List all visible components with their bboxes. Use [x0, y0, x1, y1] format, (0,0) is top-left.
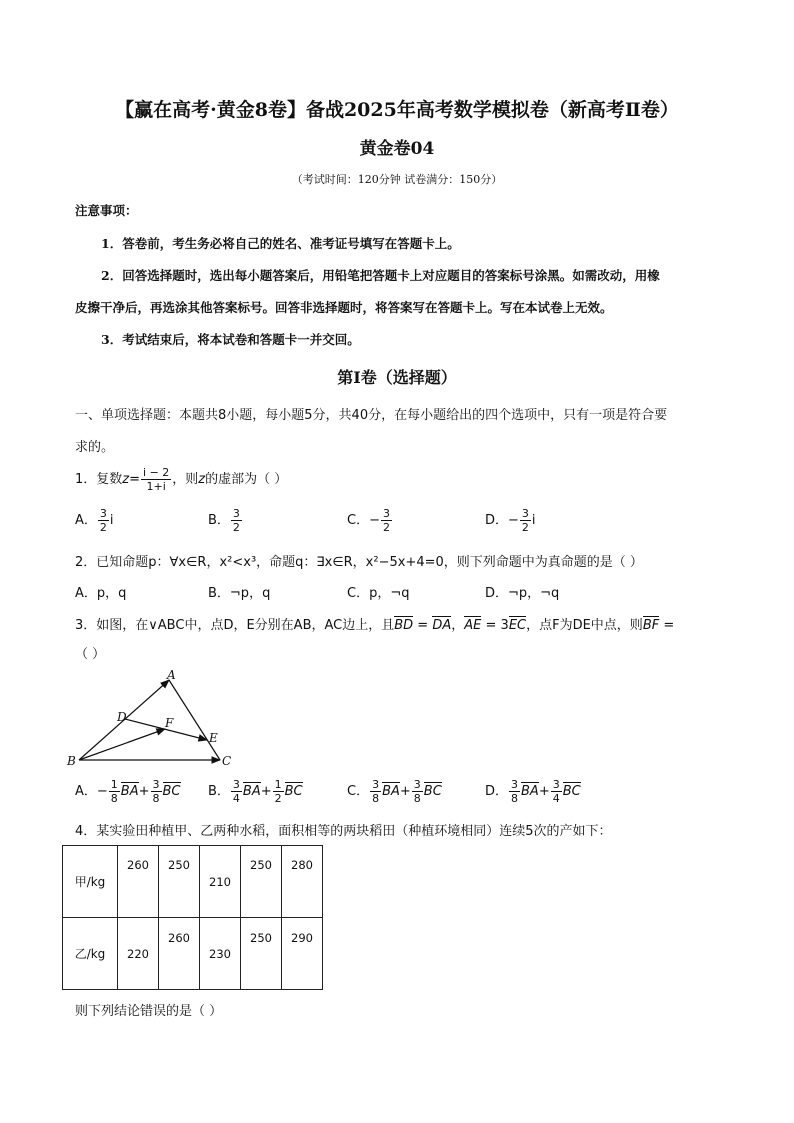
- section-intro-b: 求的。: [75, 440, 115, 455]
- q1-b-num: 3: [232, 507, 240, 520]
- q3-b-n1: 3: [232, 778, 240, 791]
- table-cell: [282, 918, 323, 990]
- table-cell: [118, 846, 159, 918]
- q3-eq2: = 3: [481, 618, 509, 633]
- q3-b-plus: +: [260, 784, 272, 799]
- q3-a-v2: BC: [162, 784, 181, 799]
- q1-d-num: 3: [521, 507, 529, 520]
- q3-d-v1: BA: [521, 784, 539, 799]
- notes-heading: 注意事项：: [75, 203, 138, 218]
- q3-a-f2: [151, 778, 162, 805]
- q1-c-num: 3: [382, 507, 390, 520]
- q3-c-d2: 8: [413, 792, 421, 805]
- q1-a-num: 3: [99, 507, 107, 520]
- label-f: F: [165, 716, 174, 730]
- q3-vec-da: DA: [432, 618, 452, 633]
- q3-c-v2: BC: [423, 784, 442, 799]
- row-label-jia: 甲/kg: [63, 846, 118, 918]
- label-d: D: [117, 710, 127, 724]
- q3-b-v2: BC: [284, 784, 303, 799]
- exam-subtitle: 黄金卷04: [359, 139, 435, 159]
- q3-stem-b: ，点F为DE中点，则: [526, 618, 643, 633]
- q2-option-a[interactable]: A．p，q: [75, 586, 127, 601]
- q3-d-n2: 3: [552, 778, 560, 791]
- q1-c-label: C．−: [347, 513, 380, 528]
- q1-post2: 的虚部为（ ）: [205, 472, 288, 487]
- exam-info: （考试时间：120分钟 试卷满分：150分）: [291, 173, 503, 186]
- q3-d-d1: 8: [511, 792, 519, 805]
- q3-b-f1: [231, 778, 242, 805]
- q3-paren: （ ）: [75, 647, 106, 662]
- q3-b-v1: BA: [242, 784, 261, 799]
- q1-d-suf: i: [531, 513, 536, 528]
- section-intro-a: 一、单项选择题：本题共8小题，每小题5分，共40分，在每小题给出的四个选项中，只有一项是符合要: [75, 408, 668, 423]
- cell-value: 250: [250, 931, 272, 945]
- q1-d-den: 2: [521, 521, 529, 534]
- q3-option-c[interactable]: [347, 778, 442, 805]
- q3-vec-ec: EC: [508, 618, 527, 633]
- q3-b-d2: 2: [274, 792, 282, 805]
- triangle-figure: [65, 665, 250, 775]
- q1-den: 1+i: [146, 480, 166, 493]
- q3-d-v2: BC: [562, 784, 581, 799]
- q1-eq: =: [129, 472, 141, 487]
- q3-d-f2: [551, 778, 562, 805]
- q3-stem-a: 3．如图，在∨ABC中，点D，E分别在AB，AC边上，且: [75, 618, 395, 633]
- q3-a-f1: [109, 778, 120, 805]
- table-cell: [241, 918, 282, 990]
- q3-d-n1: 3: [511, 778, 519, 791]
- cell-value: 250: [250, 858, 272, 872]
- note-3: 3．考试结束后，将本试卷和答题卡一并交回。: [101, 332, 360, 347]
- cell-value: 260: [127, 858, 149, 872]
- q1-d-frac: [520, 507, 531, 534]
- q3-a-n1: 1: [110, 778, 118, 791]
- q3-option-b[interactable]: [208, 778, 303, 805]
- q3-b-n2: 1: [274, 778, 282, 791]
- table-row: [63, 918, 323, 990]
- q3-option-d[interactable]: [485, 778, 581, 805]
- q3-a-d1: 8: [110, 792, 118, 805]
- q2-option-b[interactable]: B．¬p，q: [208, 586, 271, 601]
- cell-value: 260: [168, 931, 190, 945]
- cell-value: 250: [168, 858, 190, 872]
- q3-b-label: B．: [208, 784, 230, 799]
- segment-ac: [169, 680, 220, 760]
- label-c: C: [222, 754, 232, 768]
- q3-c-f2: [412, 778, 423, 805]
- q3-vec-ae: AE: [464, 618, 482, 633]
- q1-a-den: 2: [99, 521, 107, 534]
- q1-post: ，则: [172, 472, 199, 487]
- note-2b: 皮擦干净后，再选涂其他答案标号。回答非选择题时，将答案写在答题卡上。写在本试卷上无效。: [75, 300, 613, 315]
- note-1: 1．答卷前，考生务必将自己的姓名、准考证号填写在答题卡上。: [101, 236, 460, 251]
- table-cell: [241, 846, 282, 918]
- note-2a: 2．回答选择题时，选出每小题答案后，用铅笔把答题卡上对应题目的答案标号涂黑。如需改动，用橡: [101, 268, 660, 283]
- table-row: [63, 846, 323, 918]
- q3-c-v1: BA: [382, 784, 400, 799]
- q3-a-plus: +: [138, 784, 150, 799]
- q1-b-label: B．: [208, 513, 230, 528]
- q1-a-label: A．: [75, 513, 97, 528]
- label-b: B: [67, 754, 76, 768]
- q3-c-plus: +: [399, 784, 411, 799]
- row-label-yi: 乙/kg: [63, 918, 118, 990]
- question-4-followup: 则下列结论错误的是（ ）: [75, 1004, 223, 1019]
- q1-a-frac: [98, 507, 109, 534]
- table-cell: [282, 846, 323, 918]
- cell-value: 230: [209, 947, 231, 961]
- q2-option-d[interactable]: D．¬p，¬q: [485, 586, 560, 601]
- q3-c-label: C．: [347, 784, 370, 799]
- question-4-stem: 4．某实验田种植甲、乙两种水稻，面积相等的两块稻田（种植环境相同）连续5次的产如下：: [75, 824, 612, 839]
- q3-c-n2: 3: [413, 778, 421, 791]
- q1-option-c[interactable]: [347, 507, 393, 534]
- section-title: 第Ⅰ卷（选择题）: [337, 368, 457, 387]
- table-cell: [200, 918, 241, 990]
- cell-value: 290: [291, 931, 313, 945]
- q1-option-d[interactable]: [485, 507, 536, 534]
- q3-d-label: D．: [485, 784, 509, 799]
- question-1-stem: [75, 466, 287, 493]
- label-a: A: [167, 668, 176, 682]
- q3-c-d1: 8: [372, 792, 380, 805]
- question-2-stem: 2．已知命题p：∀x∈R，x²<x³，命题q：∃x∈R，x²−5x+4=0，则下列命题中为真命题的是（ ）: [75, 555, 643, 570]
- cell-value: 220: [127, 947, 149, 961]
- q3-a-v1: BA: [120, 784, 139, 799]
- q1-option-b[interactable]: [208, 507, 243, 534]
- table-cell: [159, 918, 200, 990]
- q3-d-f1: [509, 778, 520, 805]
- q3-vec-bd: BD: [394, 618, 414, 633]
- q3-d-d2: 4: [552, 792, 560, 805]
- q1-z: z: [122, 472, 130, 487]
- table-cell: [200, 846, 241, 918]
- q3-c-n1: 3: [372, 778, 380, 791]
- q3-d-plus: +: [538, 784, 550, 799]
- q1-pre: 1．复数: [75, 472, 123, 487]
- q1-b-den: 2: [232, 521, 240, 534]
- q3-sep: ，: [451, 618, 465, 633]
- q2-option-c[interactable]: C．p，¬q: [347, 586, 410, 601]
- q1-b-frac: [231, 507, 242, 534]
- q3-eq3: =: [659, 618, 675, 633]
- label-e: E: [209, 731, 218, 745]
- q1-option-a[interactable]: [75, 507, 114, 534]
- q3-c-f1: [370, 778, 381, 805]
- q1-d-label: D．−: [485, 513, 519, 528]
- exam-title: 【赢在高考·黄金8卷】备战2025年高考数学模拟卷（新高考Ⅱ卷）: [115, 99, 679, 121]
- yield-table: [62, 845, 323, 990]
- q3-a-label: A．−: [75, 784, 108, 799]
- q1-c-frac: [381, 507, 392, 534]
- q3-option-a[interactable]: [75, 778, 181, 805]
- table-cell: [118, 918, 159, 990]
- q3-b-f2: [273, 778, 284, 805]
- question-3-stem: [75, 614, 674, 633]
- segment-bf: [79, 729, 165, 760]
- table-cell: [159, 846, 200, 918]
- q1-z2: z: [198, 472, 206, 487]
- q1-fraction: [141, 466, 171, 493]
- q3-vec-bf: BF: [642, 618, 660, 633]
- cell-value: 280: [291, 858, 313, 872]
- q3-a-n2: 3: [152, 778, 160, 791]
- cell-value: 210: [209, 875, 231, 889]
- q1-c-den: 2: [382, 521, 390, 534]
- q3-eq1: =: [413, 618, 433, 633]
- q1-a-suf: i: [109, 513, 114, 528]
- q3-a-d2: 8: [152, 792, 160, 805]
- q3-b-d1: 4: [232, 792, 240, 805]
- q1-num: i − 2: [143, 466, 170, 479]
